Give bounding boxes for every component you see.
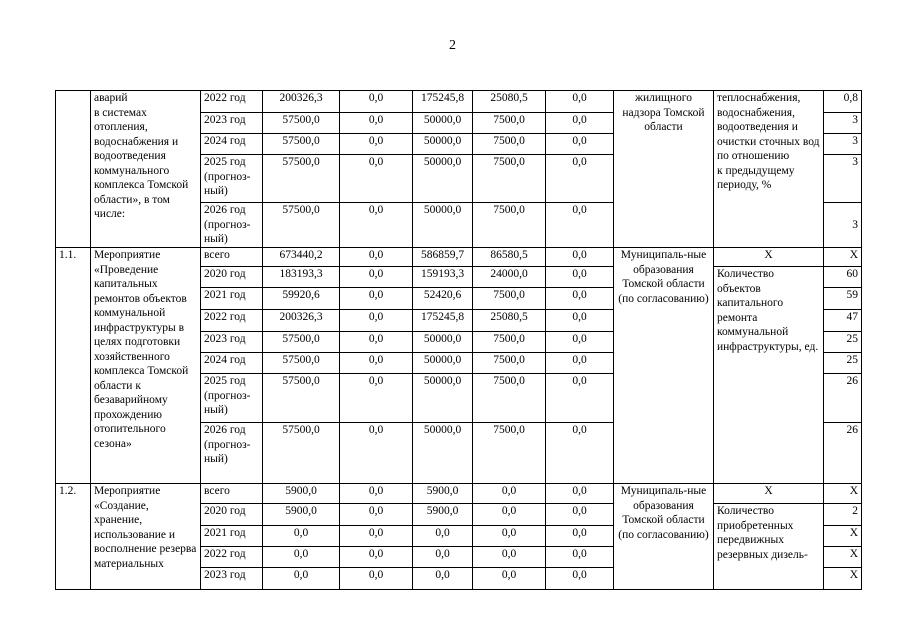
year-cell: 2024 год xyxy=(201,134,263,155)
other-cell: 0,0 xyxy=(546,353,614,374)
total-cell: 57500,0 xyxy=(263,423,340,484)
federal-cell: 0,0 xyxy=(340,113,413,134)
federal-cell: 0,0 xyxy=(340,374,413,423)
regional-cell: 52420,6 xyxy=(413,288,473,310)
local-cell: 7500,0 xyxy=(473,353,546,374)
year-cell: 2025 год (прогноз-ный) xyxy=(201,374,263,423)
total-cell: 57500,0 xyxy=(263,155,340,203)
local-cell: 0,0 xyxy=(473,568,546,590)
regional-cell: 50000,0 xyxy=(413,203,473,248)
total-cell: 0,0 xyxy=(263,547,340,568)
federal-cell: 0,0 xyxy=(340,547,413,568)
table-row xyxy=(56,248,862,267)
item-number: 1.1. xyxy=(56,248,91,484)
other-cell: 0,0 xyxy=(546,91,614,113)
year-cell: всего xyxy=(201,484,263,504)
federal-cell: 0,0 xyxy=(340,134,413,155)
year-cell: 2023 год xyxy=(201,568,263,590)
indicator-cell: Количество объектов капитального ремонта коммунальной инфраструктуры, ед. xyxy=(714,267,824,484)
federal-cell: 0,0 xyxy=(340,504,413,526)
regional-cell: 50000,0 xyxy=(413,374,473,423)
federal-cell: 0,0 xyxy=(340,423,413,484)
year-cell: 2021 год xyxy=(201,288,263,310)
indicator-value: 2 xyxy=(824,504,862,526)
total-cell: 57500,0 xyxy=(263,353,340,374)
indicator-value: 3 xyxy=(824,113,862,134)
total-cell: 59920,6 xyxy=(263,288,340,310)
local-cell: 7500,0 xyxy=(473,134,546,155)
item-description: аварий в системах отопления, водоснабжения и водоотведения коммунального комплекса Томской области», в том числе: xyxy=(91,91,201,248)
total-cell: 673440,2 xyxy=(263,248,340,267)
local-cell: 7500,0 xyxy=(473,374,546,423)
local-cell: 0,0 xyxy=(473,526,546,547)
other-cell: 0,0 xyxy=(546,134,614,155)
other-cell: 0,0 xyxy=(546,203,614,248)
indicator-value: Х xyxy=(824,248,862,267)
total-cell: 0,0 xyxy=(263,526,340,547)
regional-cell: 0,0 xyxy=(413,568,473,590)
federal-cell: 0,0 xyxy=(340,203,413,248)
year-cell: 2021 год xyxy=(201,526,263,547)
federal-cell: 0,0 xyxy=(340,310,413,332)
responsible-cell: Муниципаль-ные образования Томской области (по согласованию) xyxy=(614,248,714,484)
year-cell: 2023 год xyxy=(201,113,263,134)
year-cell: всего xyxy=(201,248,263,267)
regional-cell: 50000,0 xyxy=(413,332,473,353)
indicator-value: Х xyxy=(824,484,862,504)
local-cell: 7500,0 xyxy=(473,113,546,134)
table-row xyxy=(56,484,862,504)
total-cell: 57500,0 xyxy=(263,134,340,155)
year-cell: 2024 год xyxy=(201,353,263,374)
local-cell: 86580,5 xyxy=(473,248,546,267)
regional-cell: 50000,0 xyxy=(413,134,473,155)
local-cell: 0,0 xyxy=(473,484,546,504)
local-cell: 7500,0 xyxy=(473,288,546,310)
total-cell: 183193,3 xyxy=(263,267,340,288)
year-cell: 2022 год xyxy=(201,547,263,568)
other-cell: 0,0 xyxy=(546,568,614,590)
regional-cell: 50000,0 xyxy=(413,155,473,203)
indicator-value: 3 xyxy=(824,203,862,248)
other-cell: 0,0 xyxy=(546,267,614,288)
regional-cell: 5900,0 xyxy=(413,484,473,504)
other-cell: 0,0 xyxy=(546,248,614,267)
indicator-value: 3 xyxy=(824,155,862,203)
regional-cell: 0,0 xyxy=(413,526,473,547)
other-cell: 0,0 xyxy=(546,504,614,526)
federal-cell: 0,0 xyxy=(340,332,413,353)
responsible-cell: жилищного надзора Томской области xyxy=(614,91,714,248)
federal-cell: 0,0 xyxy=(340,288,413,310)
item-number: 1.2. xyxy=(56,484,91,590)
year-cell: 2025 год (прогноз-ный) xyxy=(201,155,263,203)
other-cell: 0,0 xyxy=(546,526,614,547)
indicator-value: 0,8 xyxy=(824,91,862,113)
year-cell: 2020 год xyxy=(201,504,263,526)
regional-cell: 5900,0 xyxy=(413,504,473,526)
total-cell: 200326,3 xyxy=(263,91,340,113)
other-cell: 0,0 xyxy=(546,374,614,423)
regional-cell: 50000,0 xyxy=(413,113,473,134)
indicator-cell: Количество приобретенных передвижных резервных дизель- xyxy=(714,504,824,590)
total-cell: 0,0 xyxy=(263,568,340,590)
year-cell: 2022 год xyxy=(201,91,263,113)
year-cell: 2026 год (прогноз-ный) xyxy=(201,203,263,248)
regional-cell: 0,0 xyxy=(413,547,473,568)
total-cell: 57500,0 xyxy=(263,374,340,423)
total-cell: 5900,0 xyxy=(263,504,340,526)
indicator-cell: теплоснабжения, водоснабжения, водоотведения и очистки сточных вод по отношению к предыдущему периоду, % xyxy=(714,91,824,248)
indicator-value: 25 xyxy=(824,353,862,374)
responsible-cell: Муниципаль-ные образования Томской области (по согласованию) xyxy=(614,484,714,590)
local-cell: 7500,0 xyxy=(473,155,546,203)
local-cell: 0,0 xyxy=(473,504,546,526)
federal-cell: 0,0 xyxy=(340,91,413,113)
local-cell: 7500,0 xyxy=(473,203,546,248)
indicator-value: Х xyxy=(824,547,862,568)
regional-cell: 586859,7 xyxy=(413,248,473,267)
indicator-value: 26 xyxy=(824,423,862,484)
regional-cell: 50000,0 xyxy=(413,423,473,484)
other-cell: 0,0 xyxy=(546,423,614,484)
indicator-value: 3 xyxy=(824,134,862,155)
item-number xyxy=(56,91,91,248)
year-cell: 2023 год xyxy=(201,332,263,353)
indicator-cell: Х xyxy=(714,484,824,504)
indicator-cell: Х xyxy=(714,248,824,267)
federal-cell: 0,0 xyxy=(340,526,413,547)
local-cell: 25080,5 xyxy=(473,310,546,332)
program-table xyxy=(55,90,862,590)
other-cell: 0,0 xyxy=(546,113,614,134)
regional-cell: 175245,8 xyxy=(413,310,473,332)
page-number: 2 xyxy=(449,38,456,53)
indicator-value: 47 xyxy=(824,310,862,332)
item-description: Мероприятие «Создание, хранение, использование и восполнение резерва материальных xyxy=(91,484,201,590)
federal-cell: 0,0 xyxy=(340,568,413,590)
indicator-value: Х xyxy=(824,568,862,590)
year-cell: 2026 год (прогноз-ный) xyxy=(201,423,263,484)
total-cell: 57500,0 xyxy=(263,203,340,248)
indicator-value: 26 xyxy=(824,374,862,423)
other-cell: 0,0 xyxy=(546,288,614,310)
regional-cell: 175245,8 xyxy=(413,91,473,113)
local-cell: 0,0 xyxy=(473,547,546,568)
local-cell: 7500,0 xyxy=(473,423,546,484)
federal-cell: 0,0 xyxy=(340,353,413,374)
total-cell: 57500,0 xyxy=(263,332,340,353)
total-cell: 57500,0 xyxy=(263,113,340,134)
indicator-value: 60 xyxy=(824,267,862,288)
federal-cell: 0,0 xyxy=(340,484,413,504)
regional-cell: 50000,0 xyxy=(413,353,473,374)
total-cell: 5900,0 xyxy=(263,484,340,504)
other-cell: 0,0 xyxy=(546,547,614,568)
local-cell: 25080,5 xyxy=(473,91,546,113)
total-cell: 200326,3 xyxy=(263,310,340,332)
indicator-value: 25 xyxy=(824,332,862,353)
federal-cell: 0,0 xyxy=(340,267,413,288)
other-cell: 0,0 xyxy=(546,332,614,353)
federal-cell: 0,0 xyxy=(340,248,413,267)
federal-cell: 0,0 xyxy=(340,155,413,203)
other-cell: 0,0 xyxy=(546,484,614,504)
table-row xyxy=(56,91,862,113)
other-cell: 0,0 xyxy=(546,310,614,332)
indicator-value: 59 xyxy=(824,288,862,310)
indicator-value: Х xyxy=(824,526,862,547)
item-description: Мероприятие «Проведение капитальных ремонтов объектов коммунальной инфраструктуры в целях подготовки хозяйственного комплекса Томской области к безаварийному прохождению отопительного сезона» xyxy=(91,248,201,484)
regional-cell: 159193,3 xyxy=(413,267,473,288)
local-cell: 7500,0 xyxy=(473,332,546,353)
year-cell: 2022 год xyxy=(201,310,263,332)
local-cell: 24000,0 xyxy=(473,267,546,288)
year-cell: 2020 год xyxy=(201,267,263,288)
other-cell: 0,0 xyxy=(546,155,614,203)
